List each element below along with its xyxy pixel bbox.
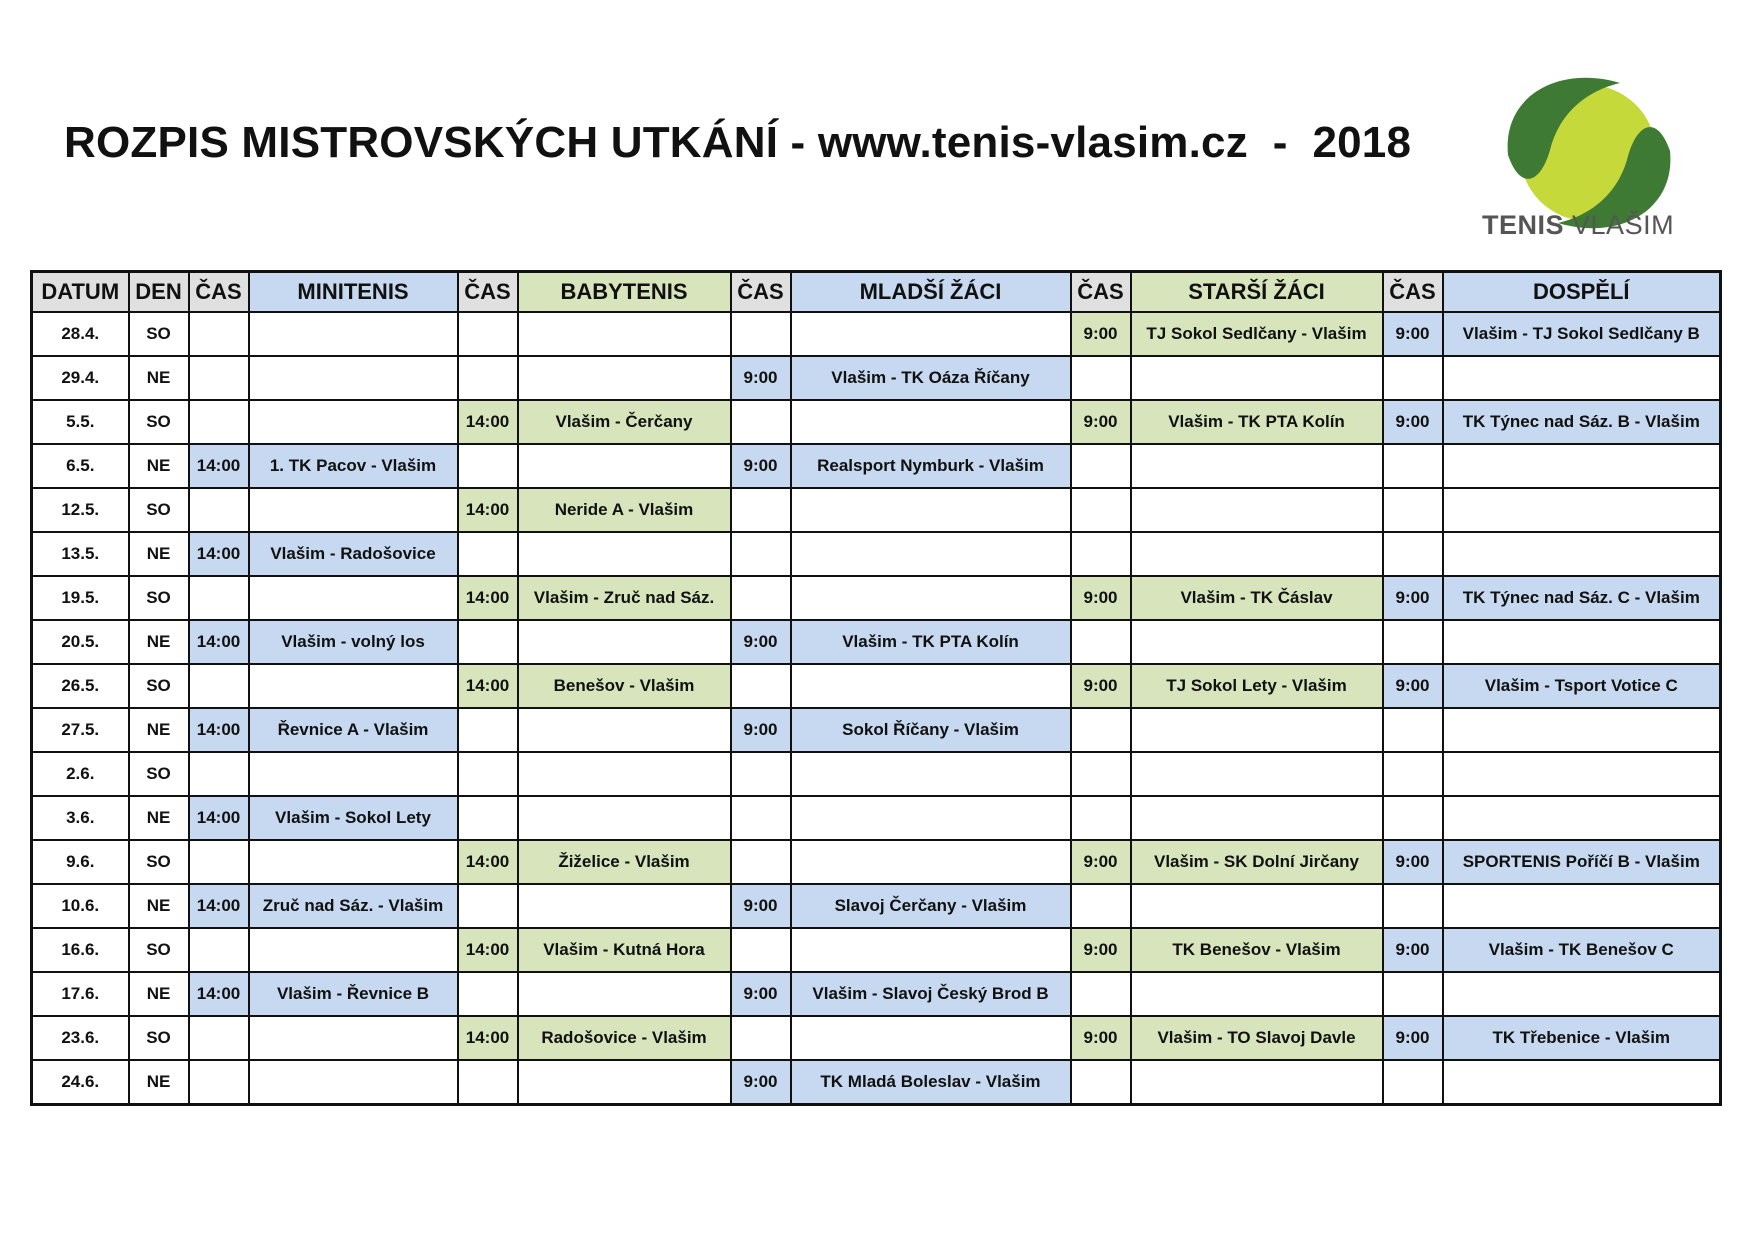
day-cell: SO xyxy=(129,576,189,620)
date-cell: 16.6. xyxy=(32,928,129,972)
minitenis-time-cell xyxy=(189,356,249,400)
starsi-zaci-time-cell xyxy=(1071,620,1131,664)
minitenis-match-cell: Zruč nad Sáz. - Vlašim xyxy=(249,884,458,928)
babytenis-match-cell xyxy=(518,796,731,840)
babytenis-time-cell xyxy=(458,532,518,576)
dospeli-match-cell xyxy=(1443,620,1721,664)
mladsi-zaci-match-cell xyxy=(791,312,1071,356)
babytenis-match-cell: Žiželice - Vlašim xyxy=(518,840,731,884)
starsi-zaci-match-cell xyxy=(1131,620,1383,664)
mladsi-zaci-match-cell xyxy=(791,840,1071,884)
minitenis-time-cell xyxy=(189,752,249,796)
mladsi-zaci-match-cell xyxy=(791,1016,1071,1060)
header-cas: ČAS xyxy=(731,272,791,313)
starsi-zaci-match-cell: Vlašim - TO Slavoj Davle xyxy=(1131,1016,1383,1060)
dospeli-time-cell: 9:00 xyxy=(1383,928,1443,972)
dospeli-time-cell xyxy=(1383,1060,1443,1105)
date-cell: 6.5. xyxy=(32,444,129,488)
mladsi-zaci-time-cell: 9:00 xyxy=(731,1060,791,1105)
table-row xyxy=(32,356,1721,400)
starsi-zaci-time-cell: 9:00 xyxy=(1071,400,1131,444)
babytenis-time-cell xyxy=(458,884,518,928)
babytenis-time-cell: 14:00 xyxy=(458,928,518,972)
day-cell: NE xyxy=(129,356,189,400)
logo-text xyxy=(1482,210,1674,241)
starsi-zaci-time-cell xyxy=(1071,1060,1131,1105)
minitenis-match-cell xyxy=(249,840,458,884)
minitenis-time-cell xyxy=(189,576,249,620)
mladsi-zaci-time-cell xyxy=(731,532,791,576)
mladsi-zaci-match-cell: TK Mladá Boleslav - Vlašim xyxy=(791,1060,1071,1105)
mladsi-zaci-match-cell xyxy=(791,576,1071,620)
header-den: DEN xyxy=(129,272,189,313)
logo-word-tenis: TENIS xyxy=(1482,210,1565,240)
minitenis-time-cell: 14:00 xyxy=(189,972,249,1016)
date-cell: 28.4. xyxy=(32,312,129,356)
mladsi-zaci-time-cell xyxy=(731,664,791,708)
date-cell: 12.5. xyxy=(32,488,129,532)
table-row xyxy=(32,400,1721,444)
babytenis-match-cell xyxy=(518,708,731,752)
minitenis-match-cell xyxy=(249,664,458,708)
mladsi-zaci-time-cell: 9:00 xyxy=(731,708,791,752)
mladsi-zaci-match-cell: Vlašim - TK Oáza Říčany xyxy=(791,356,1071,400)
table-row xyxy=(32,1016,1721,1060)
starsi-zaci-time-cell xyxy=(1071,356,1131,400)
starsi-zaci-match-cell: Vlašim - TK Čáslav xyxy=(1131,576,1383,620)
babytenis-match-cell xyxy=(518,972,731,1016)
date-cell: 13.5. xyxy=(32,532,129,576)
babytenis-time-cell xyxy=(458,752,518,796)
babytenis-time-cell: 14:00 xyxy=(458,400,518,444)
mladsi-zaci-match-cell: Vlašim - Slavoj Český Brod B xyxy=(791,972,1071,1016)
header-row xyxy=(32,272,1721,313)
mladsi-zaci-time-cell xyxy=(731,576,791,620)
babytenis-match-cell: Benešov - Vlašim xyxy=(518,664,731,708)
starsi-zaci-match-cell: TK Benešov - Vlašim xyxy=(1131,928,1383,972)
dospeli-time-cell: 9:00 xyxy=(1383,312,1443,356)
starsi-zaci-time-cell xyxy=(1071,444,1131,488)
mladsi-zaci-match-cell xyxy=(791,488,1071,532)
dospeli-match-cell xyxy=(1443,884,1721,928)
minitenis-match-cell xyxy=(249,752,458,796)
dospeli-time-cell xyxy=(1383,972,1443,1016)
mladsi-zaci-time-cell: 9:00 xyxy=(731,356,791,400)
babytenis-time-cell xyxy=(458,796,518,840)
starsi-zaci-match-cell xyxy=(1131,488,1383,532)
schedule-table xyxy=(30,270,1722,1106)
starsi-zaci-time-cell: 9:00 xyxy=(1071,840,1131,884)
minitenis-match-cell xyxy=(249,1060,458,1105)
babytenis-time-cell: 14:00 xyxy=(458,576,518,620)
dospeli-match-cell: SPORTENIS Poříčí B - Vlašim xyxy=(1443,840,1721,884)
starsi-zaci-match-cell xyxy=(1131,356,1383,400)
dospeli-match-cell xyxy=(1443,972,1721,1016)
table-row xyxy=(32,620,1721,664)
table-row xyxy=(32,532,1721,576)
babytenis-match-cell xyxy=(518,444,731,488)
babytenis-match-cell: Vlašim - Čerčany xyxy=(518,400,731,444)
minitenis-time-cell xyxy=(189,312,249,356)
mladsi-zaci-match-cell: Sokol Říčany - Vlašim xyxy=(791,708,1071,752)
dospeli-match-cell xyxy=(1443,356,1721,400)
table-row xyxy=(32,752,1721,796)
date-cell: 17.6. xyxy=(32,972,129,1016)
dospeli-time-cell xyxy=(1383,796,1443,840)
starsi-zaci-match-cell xyxy=(1131,752,1383,796)
dospeli-match-cell: TK Týnec nad Sáz. C - Vlašim xyxy=(1443,576,1721,620)
day-cell: NE xyxy=(129,532,189,576)
dospeli-time-cell: 9:00 xyxy=(1383,576,1443,620)
mladsi-zaci-time-cell xyxy=(731,752,791,796)
dospeli-match-cell xyxy=(1443,488,1721,532)
mladsi-zaci-match-cell xyxy=(791,796,1071,840)
babytenis-match-cell: Radošovice - Vlašim xyxy=(518,1016,731,1060)
mladsi-zaci-time-cell: 9:00 xyxy=(731,444,791,488)
minitenis-time-cell xyxy=(189,1060,249,1105)
day-cell: SO xyxy=(129,1016,189,1060)
starsi-zaci-time-cell: 9:00 xyxy=(1071,1016,1131,1060)
starsi-zaci-time-cell xyxy=(1071,488,1131,532)
babytenis-time-cell xyxy=(458,356,518,400)
table-row xyxy=(32,928,1721,972)
dospeli-match-cell xyxy=(1443,796,1721,840)
day-cell: SO xyxy=(129,664,189,708)
minitenis-time-cell xyxy=(189,840,249,884)
starsi-zaci-time-cell: 9:00 xyxy=(1071,664,1131,708)
mladsi-zaci-time-cell: 9:00 xyxy=(731,972,791,1016)
minitenis-match-cell xyxy=(249,356,458,400)
minitenis-time-cell: 14:00 xyxy=(189,620,249,664)
mladsi-zaci-match-cell xyxy=(791,532,1071,576)
table-row xyxy=(32,796,1721,840)
minitenis-time-cell: 14:00 xyxy=(189,444,249,488)
mladsi-zaci-time-cell xyxy=(731,1016,791,1060)
mladsi-zaci-time-cell xyxy=(731,796,791,840)
date-cell: 27.5. xyxy=(32,708,129,752)
minitenis-match-cell: Řevnice A - Vlašim xyxy=(249,708,458,752)
starsi-zaci-match-cell xyxy=(1131,796,1383,840)
mladsi-zaci-match-cell: Slavoj Čerčany - Vlašim xyxy=(791,884,1071,928)
day-cell: NE xyxy=(129,972,189,1016)
starsi-zaci-match-cell: Vlašim - SK Dolní Jirčany xyxy=(1131,840,1383,884)
dospeli-time-cell xyxy=(1383,708,1443,752)
header-starsi-zaci: STARŠÍ ŽÁCI xyxy=(1131,272,1383,313)
dospeli-match-cell xyxy=(1443,532,1721,576)
minitenis-match-cell xyxy=(249,400,458,444)
mladsi-zaci-time-cell: 9:00 xyxy=(731,884,791,928)
babytenis-match-cell xyxy=(518,312,731,356)
babytenis-match-cell xyxy=(518,752,731,796)
table-row xyxy=(32,840,1721,884)
mladsi-zaci-match-cell xyxy=(791,400,1071,444)
table-row xyxy=(32,312,1721,356)
day-cell: NE xyxy=(129,708,189,752)
minitenis-match-cell: Vlašim - Sokol Lety xyxy=(249,796,458,840)
starsi-zaci-time-cell xyxy=(1071,708,1131,752)
mladsi-zaci-time-cell xyxy=(731,400,791,444)
starsi-zaci-time-cell xyxy=(1071,972,1131,1016)
table-row xyxy=(32,1060,1721,1105)
dospeli-match-cell: TK Týnec nad Sáz. B - Vlašim xyxy=(1443,400,1721,444)
minitenis-match-cell: Vlašim - volný los xyxy=(249,620,458,664)
babytenis-match-cell xyxy=(518,1060,731,1105)
babytenis-time-cell xyxy=(458,312,518,356)
starsi-zaci-time-cell xyxy=(1071,752,1131,796)
starsi-zaci-match-cell xyxy=(1131,884,1383,928)
starsi-zaci-match-cell xyxy=(1131,444,1383,488)
dospeli-match-cell xyxy=(1443,1060,1721,1105)
date-cell: 19.5. xyxy=(32,576,129,620)
minitenis-time-cell: 14:00 xyxy=(189,708,249,752)
day-cell: SO xyxy=(129,752,189,796)
dospeli-time-cell: 9:00 xyxy=(1383,664,1443,708)
dospeli-time-cell: 9:00 xyxy=(1383,1016,1443,1060)
mladsi-zaci-time-cell xyxy=(731,488,791,532)
babytenis-match-cell xyxy=(518,620,731,664)
starsi-zaci-match-cell xyxy=(1131,532,1383,576)
starsi-zaci-match-cell: Vlašim - TK PTA Kolín xyxy=(1131,400,1383,444)
babytenis-time-cell: 14:00 xyxy=(458,840,518,884)
date-cell: 3.6. xyxy=(32,796,129,840)
starsi-zaci-match-cell xyxy=(1131,708,1383,752)
babytenis-time-cell xyxy=(458,620,518,664)
header-cas: ČAS xyxy=(189,272,249,313)
starsi-zaci-match-cell: TJ Sokol Lety - Vlašim xyxy=(1131,664,1383,708)
date-cell: 29.4. xyxy=(32,356,129,400)
starsi-zaci-match-cell xyxy=(1131,972,1383,1016)
day-cell: NE xyxy=(129,1060,189,1105)
mladsi-zaci-time-cell xyxy=(731,312,791,356)
logo-word-vlasim: VLAŠIM xyxy=(1572,210,1675,240)
dospeli-time-cell xyxy=(1383,884,1443,928)
mladsi-zaci-time-cell xyxy=(731,928,791,972)
page-title: ROZPIS MISTROVSKÝCH UTKÁNÍ - www.tenis-vlasim.cz - 2018 xyxy=(64,118,1412,167)
mladsi-zaci-time-cell: 9:00 xyxy=(731,620,791,664)
babytenis-match-cell xyxy=(518,884,731,928)
minitenis-time-cell: 14:00 xyxy=(189,796,249,840)
mladsi-zaci-match-cell xyxy=(791,752,1071,796)
header-dospeli: DOSPĚLÍ xyxy=(1443,272,1721,313)
date-cell: 9.6. xyxy=(32,840,129,884)
table-row xyxy=(32,664,1721,708)
minitenis-match-cell: Vlašim - Radošovice xyxy=(249,532,458,576)
babytenis-time-cell: 14:00 xyxy=(458,664,518,708)
starsi-zaci-match-cell xyxy=(1131,1060,1383,1105)
dospeli-time-cell: 9:00 xyxy=(1383,400,1443,444)
schedule-body xyxy=(32,312,1721,1105)
table-row xyxy=(32,708,1721,752)
date-cell: 5.5. xyxy=(32,400,129,444)
babytenis-match-cell xyxy=(518,532,731,576)
table-row xyxy=(32,884,1721,928)
mladsi-zaci-match-cell xyxy=(791,664,1071,708)
minitenis-match-cell: 1. TK Pacov - Vlašim xyxy=(249,444,458,488)
day-cell: SO xyxy=(129,312,189,356)
babytenis-time-cell: 14:00 xyxy=(458,488,518,532)
dospeli-time-cell xyxy=(1383,752,1443,796)
minitenis-time-cell xyxy=(189,1016,249,1060)
mladsi-zaci-match-cell: Realsport Nymburk - Vlašim xyxy=(791,444,1071,488)
header-minitenis: MINITENIS xyxy=(249,272,458,313)
header-cas: ČAS xyxy=(1071,272,1131,313)
mladsi-zaci-time-cell xyxy=(731,840,791,884)
dospeli-time-cell xyxy=(1383,488,1443,532)
starsi-zaci-time-cell: 9:00 xyxy=(1071,928,1131,972)
date-cell: 26.5. xyxy=(32,664,129,708)
day-cell: NE xyxy=(129,444,189,488)
dospeli-match-cell: TK Třebenice - Vlašim xyxy=(1443,1016,1721,1060)
minitenis-time-cell: 14:00 xyxy=(189,884,249,928)
minitenis-match-cell: Vlašim - Řevnice B xyxy=(249,972,458,1016)
babytenis-match-cell: Vlašim - Kutná Hora xyxy=(518,928,731,972)
babytenis-time-cell: 14:00 xyxy=(458,1016,518,1060)
babytenis-time-cell xyxy=(458,708,518,752)
starsi-zaci-time-cell xyxy=(1071,796,1131,840)
day-cell: NE xyxy=(129,620,189,664)
starsi-zaci-time-cell: 9:00 xyxy=(1071,312,1131,356)
dospeli-match-cell: Vlašim - Tsport Votice C xyxy=(1443,664,1721,708)
minitenis-time-cell xyxy=(189,928,249,972)
minitenis-match-cell xyxy=(249,928,458,972)
mladsi-zaci-match-cell xyxy=(791,928,1071,972)
minitenis-time-cell xyxy=(189,488,249,532)
day-cell: SO xyxy=(129,488,189,532)
day-cell: SO xyxy=(129,400,189,444)
day-cell: SO xyxy=(129,840,189,884)
header-mladsi-zaci: MLADŠÍ ŽÁCI xyxy=(791,272,1071,313)
date-cell: 20.5. xyxy=(32,620,129,664)
dospeli-time-cell xyxy=(1383,620,1443,664)
minitenis-time-cell xyxy=(189,664,249,708)
minitenis-match-cell xyxy=(249,576,458,620)
mladsi-zaci-match-cell: Vlašim - TK PTA Kolín xyxy=(791,620,1071,664)
babytenis-match-cell: Vlašim - Zruč nad Sáz. xyxy=(518,576,731,620)
starsi-zaci-time-cell xyxy=(1071,884,1131,928)
dospeli-match-cell xyxy=(1443,444,1721,488)
minitenis-match-cell xyxy=(249,488,458,532)
minitenis-match-cell xyxy=(249,1016,458,1060)
starsi-zaci-time-cell xyxy=(1071,532,1131,576)
dospeli-match-cell: Vlašim - TK Benešov C xyxy=(1443,928,1721,972)
date-cell: 24.6. xyxy=(32,1060,129,1105)
table-row xyxy=(32,972,1721,1016)
day-cell: NE xyxy=(129,884,189,928)
header-datum: DATUM xyxy=(32,272,129,313)
header-cas: ČAS xyxy=(458,272,518,313)
starsi-zaci-time-cell: 9:00 xyxy=(1071,576,1131,620)
date-cell: 23.6. xyxy=(32,1016,129,1060)
dospeli-match-cell xyxy=(1443,708,1721,752)
header-cas: ČAS xyxy=(1383,272,1443,313)
dospeli-time-cell xyxy=(1383,532,1443,576)
table-row xyxy=(32,576,1721,620)
dospeli-time-cell xyxy=(1383,356,1443,400)
dospeli-time-cell xyxy=(1383,444,1443,488)
babytenis-time-cell xyxy=(458,1060,518,1105)
babytenis-match-cell xyxy=(518,356,731,400)
date-cell: 2.6. xyxy=(32,752,129,796)
day-cell: SO xyxy=(129,928,189,972)
date-cell: 10.6. xyxy=(32,884,129,928)
table-row xyxy=(32,444,1721,488)
babytenis-time-cell xyxy=(458,972,518,1016)
starsi-zaci-match-cell: TJ Sokol Sedlčany - Vlašim xyxy=(1131,312,1383,356)
dospeli-time-cell: 9:00 xyxy=(1383,840,1443,884)
dospeli-match-cell xyxy=(1443,752,1721,796)
babytenis-match-cell: Neride A - Vlašim xyxy=(518,488,731,532)
minitenis-time-cell: 14:00 xyxy=(189,532,249,576)
minitenis-time-cell xyxy=(189,400,249,444)
header-babytenis: BABYTENIS xyxy=(518,272,731,313)
babytenis-time-cell xyxy=(458,444,518,488)
dospeli-match-cell: Vlašim - TJ Sokol Sedlčany B xyxy=(1443,312,1721,356)
table-row xyxy=(32,488,1721,532)
day-cell: NE xyxy=(129,796,189,840)
minitenis-match-cell xyxy=(249,312,458,356)
